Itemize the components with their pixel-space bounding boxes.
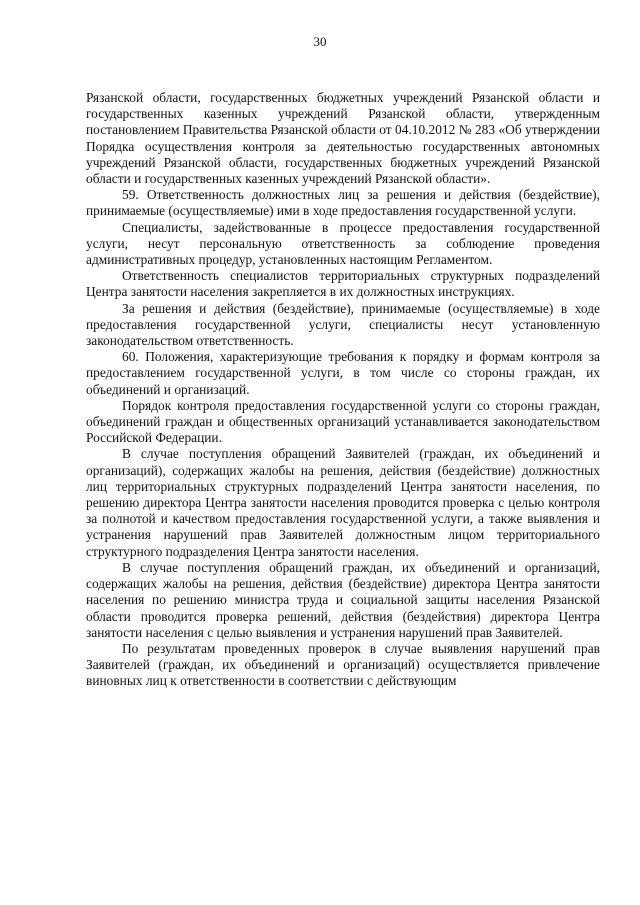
paragraph-specialists: Специалисты, задействованные в процессе предоставления государственной услуги, несут персональную ответственность за соблюдение проведения административных процедур, установленных настоящим Регламентом. — [86, 219, 600, 268]
paragraph-60: 60. Положения, характеризующие требования к порядку и формам контроля за предоставлением государственной услуги, в том числе со стороны граждан, их объединений и организаций. — [86, 349, 600, 397]
document-body — [86, 90, 600, 690]
paragraph-control-order: Порядок контроля предоставления государственной услуги со стороны граждан, объединений граждан и общественных организаций устанавливается законодательством Российской Федерации. — [86, 397, 600, 446]
page-number: 30 — [313, 34, 327, 49]
paragraph-responsibility: Ответственность специалистов территориальных структурных подразделений Центра занятости населения закрепляется в их должностных инструкциях. — [86, 268, 600, 300]
paragraph-59: 59. Ответственность должностных лиц за решения и действия (бездействие), принимаемые (осуществляемые) ими в ходе предоставления государственной услуги. — [86, 187, 600, 219]
paragraph-applicant-complaints: В случае поступления обращений Заявителей (граждан, их объединений и организаций), содержащих жалобы на решения, действия (бездействие) должностных лиц территориальных структурных подразделений Центра занятости населения, по решению директора Центра занятости населения проводится проверка с целью контроля за полнотой и качеством предоставления государственной услуги, а также выявления и устранения нарушений прав Заявителей должностным лицом территориального структурного подразделения Центра занятости населения. — [86, 446, 600, 559]
paragraph-director-complaints: В случае поступления обращений граждан, их объединений и организаций, содержащих жалобы на решения, действия (бездействие) директора Центра занятости населения по решению министра труда и социальной защиты населения Рязанской области проводится проверка решений, действия (бездействия) директора Центра занятости населения с целью выявления и устранения нарушений прав Заявителей. — [86, 559, 600, 640]
paragraph-inspection-results: По результатам проведенных проверок в случае выявления нарушений прав Заявителей (граждан, их объединений и организаций) осуществляется привлечение виновных лиц к ответственности в соответствии с действующим — [86, 640, 600, 689]
paragraph-continuation: Рязанской области, государственных бюджетных учреждений Рязанской области и государственных казенных учреждений Рязанской области, утвержденным постановлением Правительства Рязанской области от 04.10.2012 № 283 «Об утверждении Порядка осуществления контроля за деятельностью государственных автономных учреждений Рязанской области, государственных бюджетных учреждений Рязанской области и государственных казенных учреждений Рязанской области». — [86, 90, 600, 187]
paragraph-decisions: За решения и действия (бездействие), принимаемые (осуществляемые) в ходе предоставления государственной услуги, специалисты несут установленную законодательством ответственность. — [86, 300, 600, 349]
